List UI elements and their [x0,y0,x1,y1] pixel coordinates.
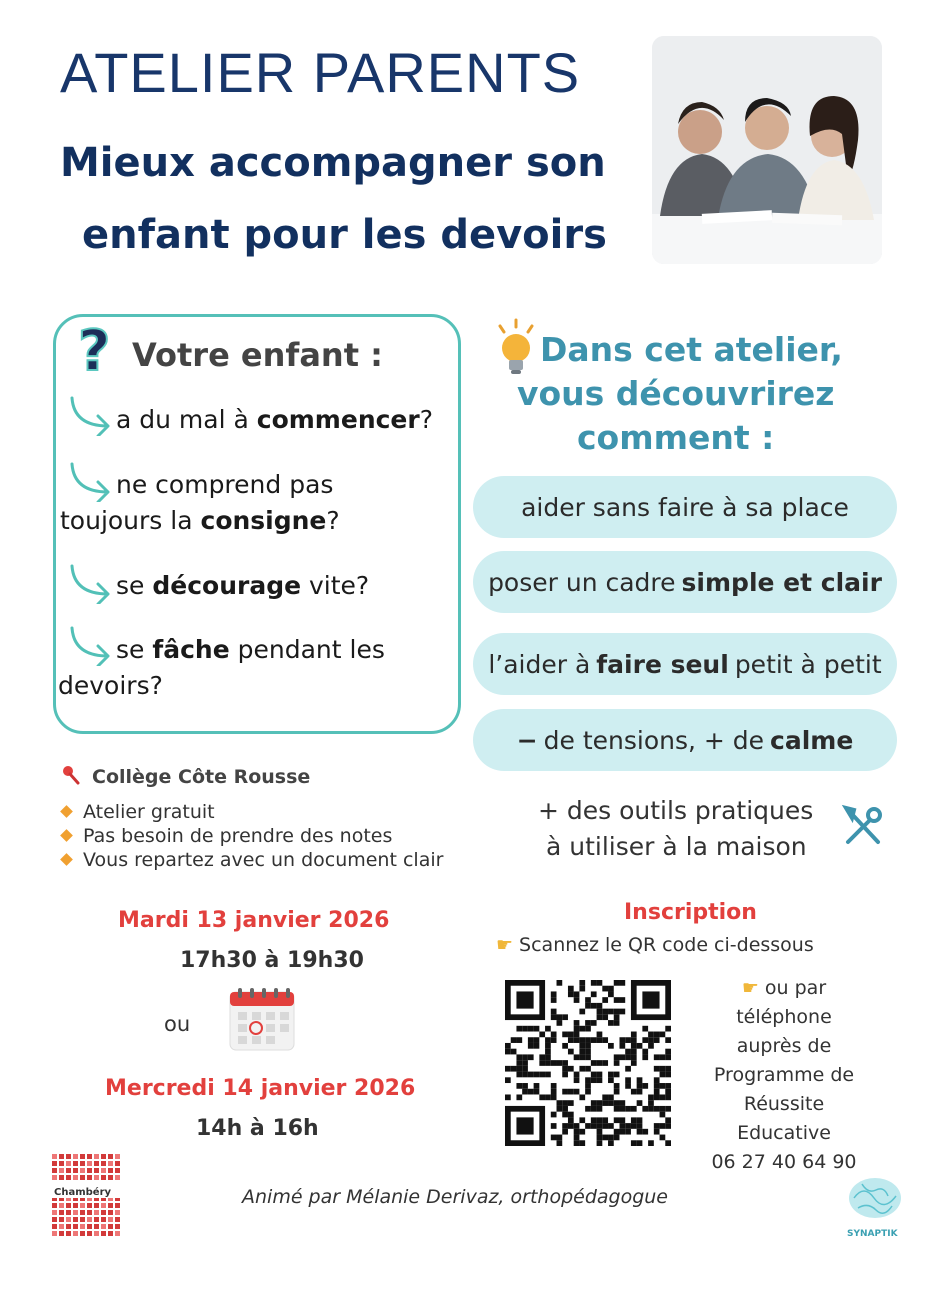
difficulty-item-2-line2: toujours la consigne? [60,506,340,535]
difficulty-item-4-line1: se fâche pendant les [116,635,385,664]
chambery-logo [52,1154,120,1238]
right-heading-line-2: vous découvrirez [517,374,835,413]
tools-line-2: à utiliser à la maison [546,832,807,861]
benefit-pill-2: poser un cadre simple et clair [473,551,897,613]
subtitle-line-1: Mieux accompagner son [60,140,606,186]
arrow-right-icon [68,624,114,666]
difficulty-item-3: se décourage vite? [116,571,370,600]
venue-bullet-3: Vous repartez avec un document clair [62,848,443,872]
svg-text:SYNAPTIK: SYNAPTIK [847,1229,898,1239]
difficulty-item-1: a du mal à commencer? [116,405,433,434]
qr-code[interactable] [505,980,671,1146]
arrow-right-icon [68,394,114,436]
benefit-pill-4: − de tensions, + de calme [473,709,897,771]
phone-line-2: téléphone [736,1006,832,1028]
subtitle-line-2: enfant pour les devoirs [82,212,607,258]
calendar-icon [228,986,296,1052]
tools-icon [840,804,886,850]
phone-line-4: Programme de [713,1064,855,1086]
venue-bullet-2: Pas besoin de prendre des notes [62,824,443,848]
bullet-diamond-icon [60,829,73,842]
tools-line-1: + des outils pratiques [538,796,814,825]
or-label: ou [164,1012,191,1036]
venue-bullets [62,800,443,872]
hand-point-icon: ☛ [496,934,514,956]
date-1: Mardi 13 janvier 2026 [118,908,390,933]
phone-contact [696,974,872,1177]
phone-line-6: Educative [737,1122,831,1144]
difficulty-item-4-line2: devoirs? [58,671,163,700]
phone-number[interactable]: 06 27 40 64 90 [711,1151,857,1173]
venue-name: Collège Côte Rousse [92,766,311,788]
hand-point-icon: ☛ [741,977,759,999]
arrow-right-icon [68,562,114,604]
left-box-heading: Votre enfant : [132,336,383,374]
venue-bullet-1: Atelier gratuit [62,800,443,824]
bullet-diamond-icon [60,853,73,866]
inscription-title: Inscription [624,900,757,925]
benefit-pill-1: aider sans faire à sa place [473,476,897,538]
svg-text:Chambéry: Chambéry [54,1187,112,1198]
pin-icon [60,764,82,786]
date-2: Mercredi 14 janvier 2026 [105,1076,416,1101]
lightbulb-icon [494,318,542,378]
time-1: 17h30 à 19h30 [180,948,364,973]
difficulty-item-2-line1: ne comprend pas [116,470,334,499]
benefit-pill-3: l’aider à faire seul petit à petit [473,633,897,695]
animator-credit: Animé par Mélanie Derivaz, orthopédagogue [242,1186,668,1208]
synaptik-logo [844,1172,906,1242]
students-photo [652,36,882,264]
phone-line-3: auprès de [736,1035,832,1057]
bullet-diamond-icon [60,805,73,818]
right-heading-line-3: comment : [577,418,775,457]
arrow-right-icon [68,460,114,502]
time-2: 14h à 16h [196,1116,319,1141]
question-mark-icon [78,320,112,386]
scan-instruction: ☛ Scannez le QR code ci-dessous [496,934,814,956]
phone-line-1: ☛ ou par [741,977,827,999]
phone-line-5: Réussite [743,1093,825,1115]
poster-title: ATELIER PARENTS [60,41,581,104]
right-heading-line-1: Dans cet atelier, [540,330,843,369]
svg-text:?: ? [78,320,111,382]
